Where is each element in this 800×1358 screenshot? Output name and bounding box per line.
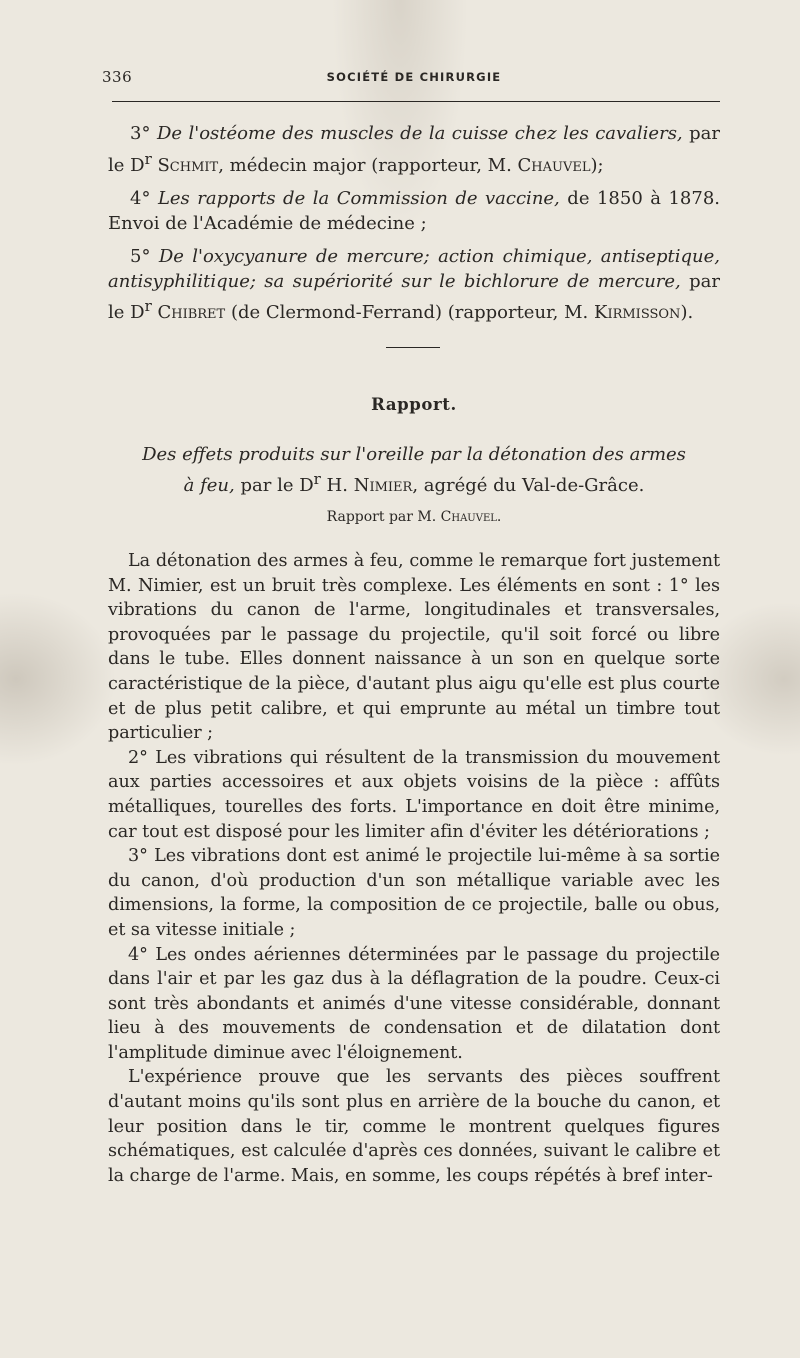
report-title	[108, 443, 720, 498]
report-title-sup: r	[313, 470, 321, 488]
report-byline	[108, 509, 720, 525]
page-number: 336	[102, 68, 133, 86]
section-heading: Rapport.	[371, 395, 457, 414]
byline-prefix: Rapport par M.	[326, 509, 437, 525]
report-title-text: par le D	[240, 475, 314, 496]
entry-end: );	[590, 154, 604, 176]
report-title-affiliation: , agrégé du Val-de-Grâce.	[412, 475, 645, 496]
report-body	[108, 549, 720, 1188]
entry-author: Chibret	[157, 302, 226, 323]
entry-number: 4°	[130, 188, 151, 209]
list-entry	[108, 187, 720, 236]
body-paragraph: 2° Les vibrations qui résultent de la transmission du mouvement aux parties accessoires et aux objets voisins de la pièce : affûts métalliques, tourelles des forts. L'importance en doit être minime, car tout est disposé pour les limiter afin d'éviter les détériorations ;	[108, 747, 720, 842]
page-header	[102, 68, 720, 92]
body-paragraph: L'expérience prouve que les servants des pièces souffrent d'autant moins qu'ils sont plus en arrière de la bouche du canon, et leur position dans le tir, comme le montrent quelques figures schématiques, est calculée d'après ces données, suivant le calibre et la charge de l'arme. Mais, en somme, les coups répétés à bref inter-	[108, 1067, 720, 1186]
entry-text: par le D	[108, 123, 720, 176]
body-paragraph: La détonation des armes à feu, comme le remarque fort justement M. Nimier, est un bruit très complexe. Les éléments en sont : 1° les vibrations du canon de l'arme, longitudinales et transversales, provoquées par le passage du projectile, qu'il soit forcé ou libre dans le tube. Elles donnent naissance à un son en quelque sorte caractéristique de la pièce, d'autant plus aigu qu'elle est plus courte et de plus petit calibre, et qui emprunte au métal un timbre tout particulier ;	[108, 551, 720, 744]
report-title-italic: Des effets produits sur l'oreille par la détonation des armes	[142, 444, 686, 465]
running-head: SOCIÉTÉ DE CHIRURGIE	[326, 70, 502, 84]
list-entry	[108, 122, 720, 178]
entry-text-after: , médecin major (rapporteur, M.	[218, 154, 512, 176]
entry-end: ).	[680, 302, 694, 323]
entry-sup: r	[144, 149, 152, 168]
entry-author: Schmit	[157, 154, 219, 176]
entry-text-after: (de Clermond-Ferrand) (rapporteur, M.	[230, 302, 589, 323]
report-author: Nimier	[353, 475, 413, 496]
entry-title: De l'ostéome des muscles de la cuisse chez les cavaliers,	[156, 123, 683, 144]
list-entries	[108, 122, 720, 335]
header-rule	[112, 101, 720, 102]
list-entry	[108, 245, 720, 326]
entry-sup: r	[144, 297, 152, 315]
entry-rapporteur: Chauvel	[517, 154, 591, 176]
body-paragraph: 4° Les ondes aériennes déterminées par le passage du projectile dans l'air et par les gaz dus à la déflagration de la poudre. Ceux-ci sont très abondants et animés d'une vitesse considérable, donnant lieu à des mouvements de condensation et de dilatation dont l'amplitude diminue avec l'éloignement.	[108, 944, 720, 1063]
entry-title: Les rapports de la Commission de vaccine,	[157, 188, 560, 209]
entry-number: 5°	[130, 246, 151, 267]
report-title-initial: H.	[326, 475, 348, 496]
entry-text: de 1850 à 1878. Envoi de l'Académie de médecine ;	[108, 188, 720, 234]
body-paragraph: 3° Les vibrations dont est animé le projectile lui-même à sa sortie du canon, d'où production d'un son métallique variable avec les dimensions, la forme, la composition de ce projectile, balle ou obus, et sa vitesse initiale ;	[108, 846, 720, 940]
entry-number: 3°	[130, 123, 151, 144]
entry-text: par le D	[108, 270, 720, 323]
byline-name: Chauvel.	[440, 509, 502, 525]
section-divider	[386, 347, 440, 348]
report-title-italic-2: à feu,	[183, 475, 235, 496]
entry-title: De l'oxycyanure de mercure; action chimique, antiseptique, antisyphilitique; sa supériorité sur le bichlorure de mercure,	[108, 246, 720, 292]
entry-rapporteur: Kirmisson	[594, 302, 681, 323]
